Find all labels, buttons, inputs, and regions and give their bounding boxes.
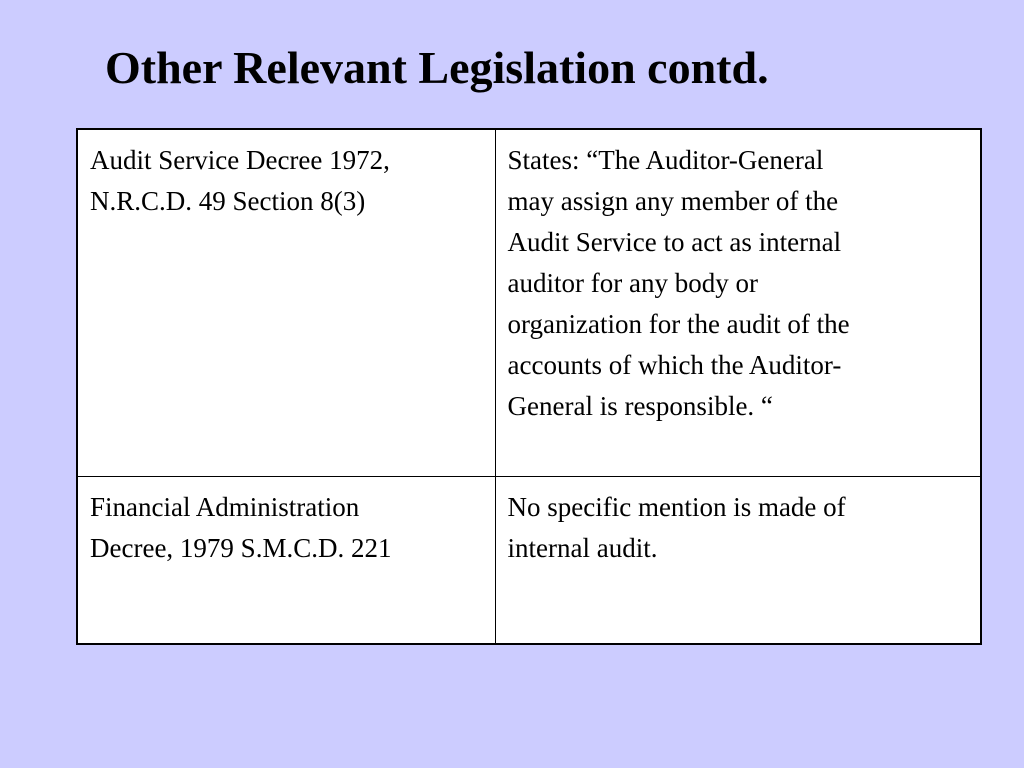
legislation-cell: Audit Service Decree 1972, N.R.C.D. 49 Section 8(3) bbox=[77, 129, 495, 477]
description-cell: States: “The Auditor-General may assign any member of the Audit Service to act as internal auditor for any body or organization for the audit of the accounts of which the Auditor- General is responsible. “ bbox=[495, 129, 981, 477]
legislation-cell: Financial Administration Decree, 1979 S.M.C.D. 221 bbox=[77, 477, 495, 645]
table-row bbox=[77, 477, 981, 645]
table-row bbox=[77, 129, 981, 477]
legislation-table bbox=[76, 128, 982, 645]
description-cell: No specific mention is made of internal audit. bbox=[495, 477, 981, 645]
slide-title: Other Relevant Legislation contd. bbox=[105, 42, 769, 93]
